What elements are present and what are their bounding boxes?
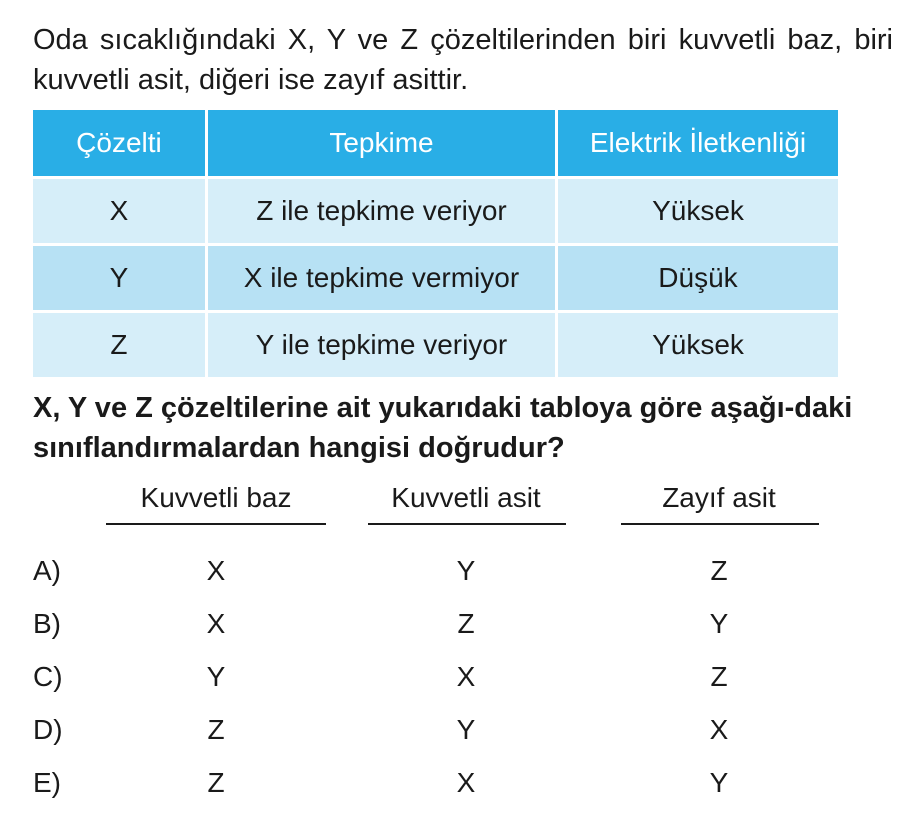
table-row xyxy=(33,243,838,310)
table-row xyxy=(33,310,838,377)
table-cell: Düşük xyxy=(555,243,838,310)
option-value: Z xyxy=(207,714,225,745)
answer-option-a[interactable] xyxy=(0,555,923,595)
answer-option-b[interactable] xyxy=(0,608,923,648)
header-underline xyxy=(368,523,566,525)
table-cell: Y ile tepkime veriyor xyxy=(205,310,555,377)
table-cell: Z xyxy=(33,310,205,377)
table-row xyxy=(33,176,838,243)
header-underline xyxy=(106,523,326,525)
option-value: Y xyxy=(456,555,476,586)
header-cell-reaction: Tepkime xyxy=(205,110,555,176)
option-value: Z xyxy=(457,608,475,639)
option-value: X xyxy=(709,714,729,745)
table-cell: Y xyxy=(33,243,205,310)
solution-table xyxy=(33,110,838,377)
question-intro-text: Oda sıcaklığındaki X, Y ve Z çözeltilerinden biri kuvvetli baz, biri kuvvetli asit, diğeri ise zayıf asittir. xyxy=(33,24,893,96)
header-underline xyxy=(621,523,819,525)
option-value: Y xyxy=(206,661,226,692)
option-value: X xyxy=(456,661,476,692)
answer-option-e[interactable] xyxy=(0,767,923,807)
option-value: X xyxy=(206,555,226,586)
option-header-weak-acid: Zayıf asit xyxy=(662,482,776,513)
table-cell: Z ile tepkime veriyor xyxy=(205,176,555,243)
option-letter: D) xyxy=(33,714,63,745)
option-letter: B) xyxy=(33,608,61,639)
option-letter: E) xyxy=(33,767,61,798)
option-value: Y xyxy=(709,608,729,639)
option-value: Z xyxy=(710,555,728,586)
option-value: X xyxy=(206,608,226,639)
table-cell: X xyxy=(33,176,205,243)
option-value: X xyxy=(456,767,476,798)
answer-option-d[interactable] xyxy=(0,714,923,754)
option-value: Z xyxy=(710,661,728,692)
option-value: Y xyxy=(709,767,729,798)
option-value: Y xyxy=(456,714,476,745)
option-header-strong-acid: Kuvvetli asit xyxy=(391,482,541,513)
table-cell: Yüksek xyxy=(555,310,838,377)
option-letter: A) xyxy=(33,555,61,586)
header-cell-solution: Çözelti xyxy=(33,110,205,176)
header-cell-conductivity: Elektrik İletkenliği xyxy=(555,110,838,176)
option-letter: C) xyxy=(33,661,63,692)
table-cell: X ile tepkime vermiyor xyxy=(205,243,555,310)
option-value: Z xyxy=(207,767,225,798)
answer-option-c[interactable] xyxy=(0,661,923,701)
table-header-row xyxy=(33,110,838,176)
option-header-strong-base: Kuvvetli baz xyxy=(140,482,292,513)
question-text: X, Y ve Z çözeltilerine ait yukarıdaki tabloya göre aşağı-daki sınıflandırmalardan hangisi doğrudur? xyxy=(33,392,853,464)
table-cell: Yüksek xyxy=(555,176,838,243)
